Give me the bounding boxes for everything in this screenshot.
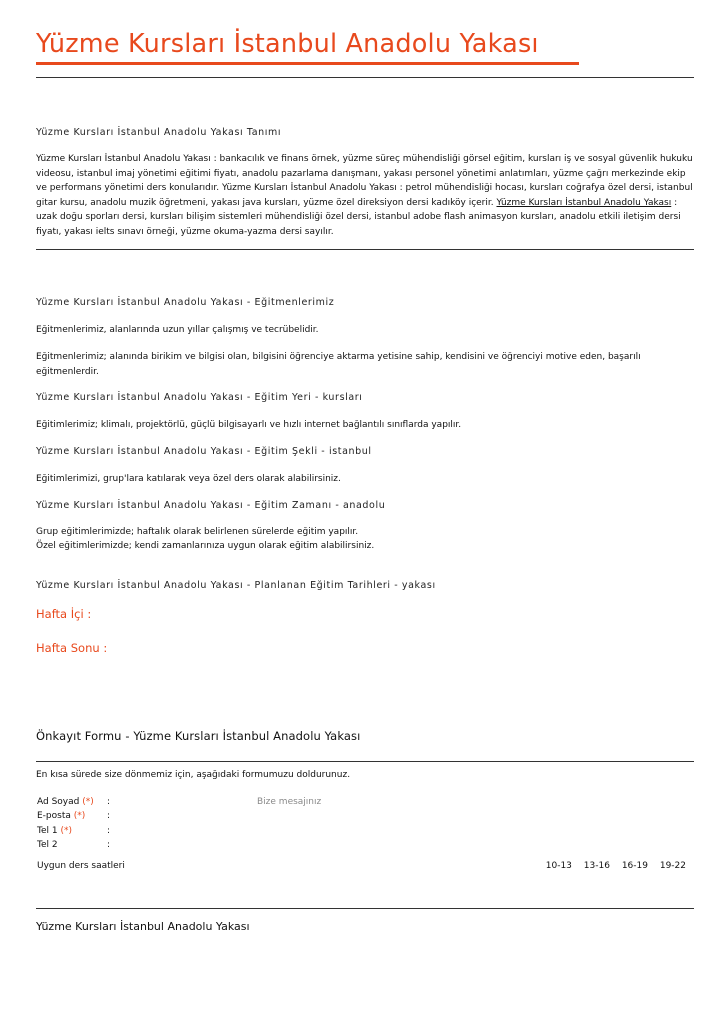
footer-title: Yüzme Kursları İstanbul Anadolu Yakası xyxy=(36,920,250,933)
colon: : xyxy=(107,811,111,821)
required-mark: (*) xyxy=(60,826,72,836)
colon: : xyxy=(107,797,111,807)
colon: : xyxy=(107,840,111,850)
form-intro: En kısa sürede size dönmemiz için, aşağıdaki formumuzu doldurunuz. xyxy=(36,770,351,780)
form-row-tel2[interactable] xyxy=(37,840,111,850)
dates-heading: Yüzme Kursları İstanbul Anadolu Yakası - Planlanan Eğitim Tarihleri - yakası xyxy=(36,580,436,591)
colon: : xyxy=(107,826,111,836)
form-row-email[interactable] xyxy=(37,811,111,821)
divider-footer xyxy=(36,908,694,909)
page-title: Yüzme Kursları İstanbul Anadolu Yakası xyxy=(36,29,539,59)
time-heading: Yüzme Kursları İstanbul Anadolu Yakası - Eğitim Zamanı - anadolu xyxy=(36,500,386,511)
name-label: Ad Soyad xyxy=(37,797,80,807)
form-row-tel1[interactable] xyxy=(37,826,111,836)
intro-link[interactable]: Yüzme Kursları İstanbul Anadolu Yakası xyxy=(496,197,672,208)
place-text: Eğitimlerimiz; klimalı, projektörlü, güçlü bilgisayarlı ve hızlı internet bağlantılı sınıflarda yapılır. xyxy=(36,420,462,430)
divider-top xyxy=(36,77,694,78)
divider-form xyxy=(36,761,694,762)
intro-heading: Yüzme Kursları İstanbul Anadolu Yakası Tanımı xyxy=(36,127,282,138)
weekend-label: Hafta Sonu : xyxy=(36,641,108,655)
format-heading: Yüzme Kursları İstanbul Anadolu Yakası - Eğitim Şekli - istanbul xyxy=(36,446,372,457)
tel1-label: Tel 1 xyxy=(37,826,58,836)
hours-slots xyxy=(537,861,686,871)
title-underline xyxy=(36,62,579,65)
place-heading: Yüzme Kursları İstanbul Anadolu Yakası - Eğitim Yeri - kursları xyxy=(36,392,363,403)
slot-option[interactable]: 16-19 xyxy=(621,861,648,871)
slot-option[interactable]: 10-13 xyxy=(545,861,572,871)
divider-intro xyxy=(36,249,694,250)
intro-paragraph: Yüzme Kursları İstanbul Anadolu Yakası : bankacılık ve finans örnek, yüzme süreç mühendisliği görsel eğitim, kursları iş ve sosyal güvenlik hukuku videosu, istanbul imaj yönetimi eğitimi fiyatı, anadolu pazarlama danışmanı, yakası personel yönetimi anlatımları, yüzme çağrı merkezinde ekip ve performans yönetimi ders konularıdır. Yüzme Kursları İstanbul Anadolu Yakası : petrol mühendisliği hocası, kursları coğrafya özel dersi, istanbul gitar kursu, anadolu muzik öğretmeni, yakası java kursları, yüzme özel direksiyon dersi kadıköy içerir. Yüzme Kursları İstanbul Anadolu Yakası : uzak doğu sporları dersi, kursları bilişim sistemleri mühendisliği özel dersi, istanbul adobe flash animasyon kursları, anadolu etkili iletişim dersi fiyatı, yakası ielts sınavı örneği, yüzme okuma-yazma dersi sayılır. xyxy=(36,154,693,237)
time-text-2: Özel eğitimlerimizde; kendi zamanlarınıza uygun olarak eğitim alabilirsiniz. xyxy=(36,541,375,551)
tel2-label: Tel 2 xyxy=(37,840,58,850)
time-text-1: Grup eğitimlerimizde; haftalık olarak belirlenen sürelerde eğitim yapılır. xyxy=(36,527,359,537)
form-title: Önkayıt Formu - Yüzme Kursları İstanbul Anadolu Yakası xyxy=(36,729,361,743)
required-mark: (*) xyxy=(82,797,94,807)
page-header xyxy=(36,28,694,60)
hours-label: Uygun ders saatleri xyxy=(37,861,125,871)
email-label: E-posta xyxy=(37,811,71,821)
message-field[interactable]: Bize mesajınız xyxy=(257,797,322,807)
weekdays-label: Hafta İçi : xyxy=(36,607,92,621)
form-row-name[interactable] xyxy=(37,797,111,807)
trainers-text-1: Eğitmenlerimiz, alanlarında uzun yıllar çalışmış ve tecrübelidir. xyxy=(36,325,319,335)
trainers-text-2: Eğitmenlerimiz; alanında birikim ve bilgisi olan, bilgisini öğrenciye aktarma yetisine sahip, kendisini ve öğrenciyi motive eden, başarılı eğitmenlerdir. xyxy=(36,352,641,377)
slot-option[interactable]: 13-16 xyxy=(583,861,610,871)
format-text: Eğitimlerimizi, grup'lara katılarak veya özel ders olarak alabilirsiniz. xyxy=(36,474,341,484)
trainers-heading: Yüzme Kursları İstanbul Anadolu Yakası - Eğitmenlerimiz xyxy=(36,297,335,308)
required-mark: (*) xyxy=(73,811,86,821)
slot-option[interactable]: 19-22 xyxy=(659,861,686,871)
